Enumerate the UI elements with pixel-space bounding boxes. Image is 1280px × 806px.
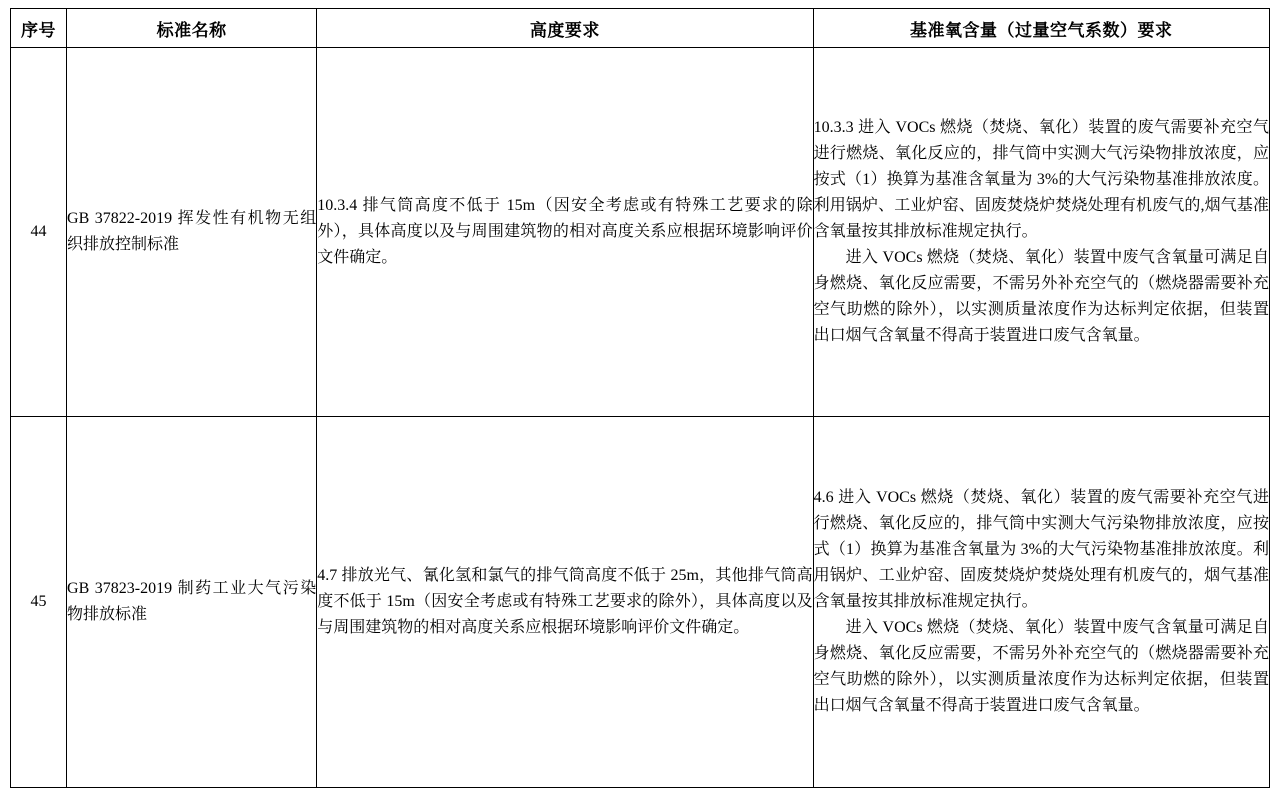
standards-table: [10, 8, 1270, 788]
column-header-standard-name: 标准名称: [67, 9, 317, 48]
table-row: [11, 48, 1270, 417]
height-requirement: 4.7 排放光气、氰化氢和氯气的排气筒高度不低于 25m，其他排气筒高度不低于 15m（因安全考虑或有特殊工艺要求的除外），具体高度以及与周围建筑物的相对高度关系应根据环境影响评价文件确定。: [317, 417, 813, 788]
table-body: [11, 48, 1270, 788]
column-header-oxygen-requirement: 基准氧含量（过量空气系数）要求: [813, 9, 1269, 48]
table-row: [11, 417, 1270, 788]
header-row: [11, 9, 1270, 48]
oxygen-paragraph-2: 进入 VOCs 燃烧（焚烧、氧化）装置中废气含氧量可满足自身燃烧、氧化反应需要，不需另外补充空气的（燃烧器需要补充空气助燃的除外），以实测质量浓度作为达标判定依据，但装置出口烟气含氧量不得高于装置进口废气含氧量。: [813, 618, 1269, 714]
oxygen-paragraph-1: 4.6 进入 VOCs 燃烧（焚烧、氧化）装置的废气需要补充空气进行燃烧、氧化反应的，排气筒中实测大气污染物排放浓度，应按式（1）换算为基准含氧量为 3%的大气污染物基准排放浓度。利用锅炉、工业炉窑、固废焚烧炉焚烧处理有机废气的，烟气基准含氧量按其排放标准规定执行。: [813, 489, 1269, 611]
table-header: [11, 9, 1270, 48]
standard-name: GB 37823-2019 制药工业大气污染物排放标准: [67, 417, 317, 788]
column-header-height-requirement: 高度要求: [317, 9, 813, 48]
oxygen-requirement: [813, 417, 1269, 788]
oxygen-paragraph-2: 进入 VOCs 燃烧（焚烧、氧化）装置中废气含氧量可满足自身燃烧、氧化反应需要，不需另外补充空气的（燃烧器需要补充空气助燃的除外），以实测质量浓度作为达标判定依据，但装置出口烟气含氧量不得高于装置进口废气含氧量。: [813, 248, 1269, 344]
standard-name: GB 37822-2019 挥发性有机物无组织排放控制标准: [67, 48, 317, 417]
height-requirement: 10.3.4 排气筒高度不低于 15m（因安全考虑或有特殊工艺要求的除外），具体高度以及与周围建筑物的相对高度关系应根据环境影响评价文件确定。: [317, 48, 813, 417]
oxygen-paragraph-1: 10.3.3 进入 VOCs 燃烧（焚烧、氧化）装置的废气需要补充空气进行燃烧、氧化反应的，排气筒中实测大气污染物排放浓度，应按式（1）换算为基准含氧量为 3%的大气污染物基准排放浓度。利用锅炉、工业炉窑、固废焚烧炉焚烧处理有机废气的,烟气基准含氧量按其排放标准规定执行。: [813, 119, 1269, 241]
oxygen-requirement: [813, 48, 1269, 417]
row-number: 44: [11, 48, 67, 417]
row-number: 45: [11, 417, 67, 788]
column-header-no: 序号: [11, 9, 67, 48]
